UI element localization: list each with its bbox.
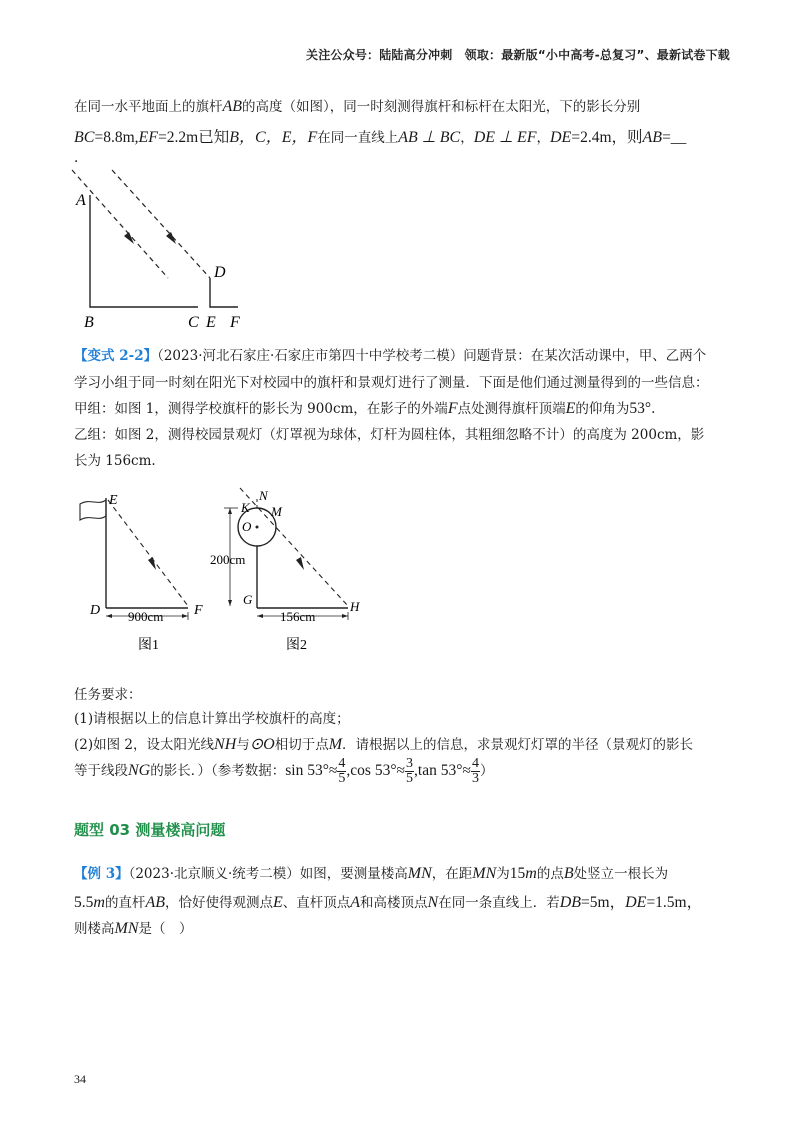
arrow-fig1 xyxy=(148,557,156,570)
shadow-ray-1 xyxy=(72,170,168,278)
label-d: D xyxy=(214,264,226,281)
frac-sin: $\frac{4}{5}$ xyxy=(338,756,346,786)
example-line2: 5.5m的直杆AB，恰好使得观测点E、直杆顶点A和高楼顶点N在同一条直线上．若DB=5m，DE=1.5m， xyxy=(74,894,703,911)
problem1-figure xyxy=(60,160,260,335)
label-a: A xyxy=(76,192,86,209)
fig1-label-d: D xyxy=(90,603,101,618)
fig2-height: 200cm xyxy=(210,552,246,567)
sun-ray-2 xyxy=(240,488,348,606)
fig2-label-k: K xyxy=(241,500,250,515)
variant-line1: 【变式 2-2】（2023·河北石家庄·石家庄市第四十中学校考二模）问题背景：在某次活动课中，甲、乙两个 xyxy=(74,348,707,364)
fig1-length: 900cm xyxy=(128,609,164,624)
problem1-line3: . xyxy=(74,150,79,166)
variant-line4: 乙组：如图 2，测得校园景观灯（灯罩视为球体，灯杆为圆柱体，其粗细忽略不计）的高度为 200cm，影 xyxy=(74,427,705,443)
label-e: E xyxy=(206,314,216,331)
shadow-ray-2 xyxy=(112,170,210,278)
example-line3: 则楼高MN是（ ） xyxy=(74,920,193,937)
frac-tan: $\frac{4}{3}$ xyxy=(471,756,479,786)
variant-line5: 长为 156cm. xyxy=(74,453,156,469)
variant-line2: 学习小组于同一时刻在阳光下对校园中的旗杆和景观灯进行了测量．下面是他们通过测量得到的一些信息： xyxy=(74,375,709,391)
sun-ray-1 xyxy=(108,500,188,606)
flag-shape xyxy=(80,500,106,520)
fig2-label-h: H xyxy=(350,599,360,614)
pole-de xyxy=(210,278,238,307)
fig1-caption: 图1 xyxy=(138,638,159,653)
page-number: 34 xyxy=(74,1072,86,1086)
section-heading: 题型 03 测量楼高问题 xyxy=(74,821,226,839)
fig2-label-n: N xyxy=(259,488,268,503)
fig1-label-e: E xyxy=(109,493,118,508)
page-header: 关注公众号：陆陆高分冲刺 领取：最新版“小中高考-总复习”、最新试卷下载 xyxy=(306,48,730,62)
fig2-label-m: M xyxy=(271,504,282,519)
problem1-line2: BC=8.8m,EF=2.2m已知B，C，E，F在同一直线上AB ⊥ BC，DE ⊥ EF，DE=2.4m，则AB=__ xyxy=(74,129,687,146)
fig2-label-g: G xyxy=(243,592,253,607)
task-q3: 等于线段NG的影长．）（参考数据：sin 53°≈ $\frac{4}{5}$ ,cos 53°≈ $\frac{3}{5}$ ,tan 53°≈ $\frac{4}{3}$ ） xyxy=(74,756,494,786)
example-line1: 【例 3】（2023·北京顺义·统考二模）如图，要测量楼高MN，在距MN为15m的点B处竖立一根长为 xyxy=(74,865,669,882)
variant-figures xyxy=(70,486,370,656)
example-tag: 【例 3】 xyxy=(74,866,129,882)
frac-cos: $\frac{3}{5}$ xyxy=(406,756,414,786)
fig2-label-o: O xyxy=(242,519,252,534)
variant-tag: 【变式 2-2】 xyxy=(74,348,158,364)
label-f: F xyxy=(230,314,240,331)
problem1-line1: 在同一水平地面上的旗杆AB的高度（如图），同一时刻测得旗杆和标杆在太阳光，下的影长分别 xyxy=(74,98,641,115)
variant-line3: 甲组：如图 1，测得学校旗杆的影长为 900cm，在影子的外端F点处测得旗杆顶端E的仰角为53°. xyxy=(74,400,656,417)
center-o xyxy=(256,526,259,529)
label-c: C xyxy=(188,314,199,331)
label-b: B xyxy=(84,314,94,331)
fig1-label-f: F xyxy=(194,603,203,618)
task-q1: (1)请根据以上的信息计算出学校旗杆的高度； xyxy=(74,711,350,727)
fig2-length: 156cm xyxy=(280,609,316,624)
fig2-caption: 图2 xyxy=(286,638,307,653)
arrow-fig2 xyxy=(296,557,304,570)
task-heading: 任务要求： xyxy=(74,687,142,703)
task-q2: (2)如图 2，设太阳光线NH与⊙O相切于点M．请根据以上的信息，求景观灯灯罩的半径（景观灯的影长 xyxy=(74,736,694,753)
